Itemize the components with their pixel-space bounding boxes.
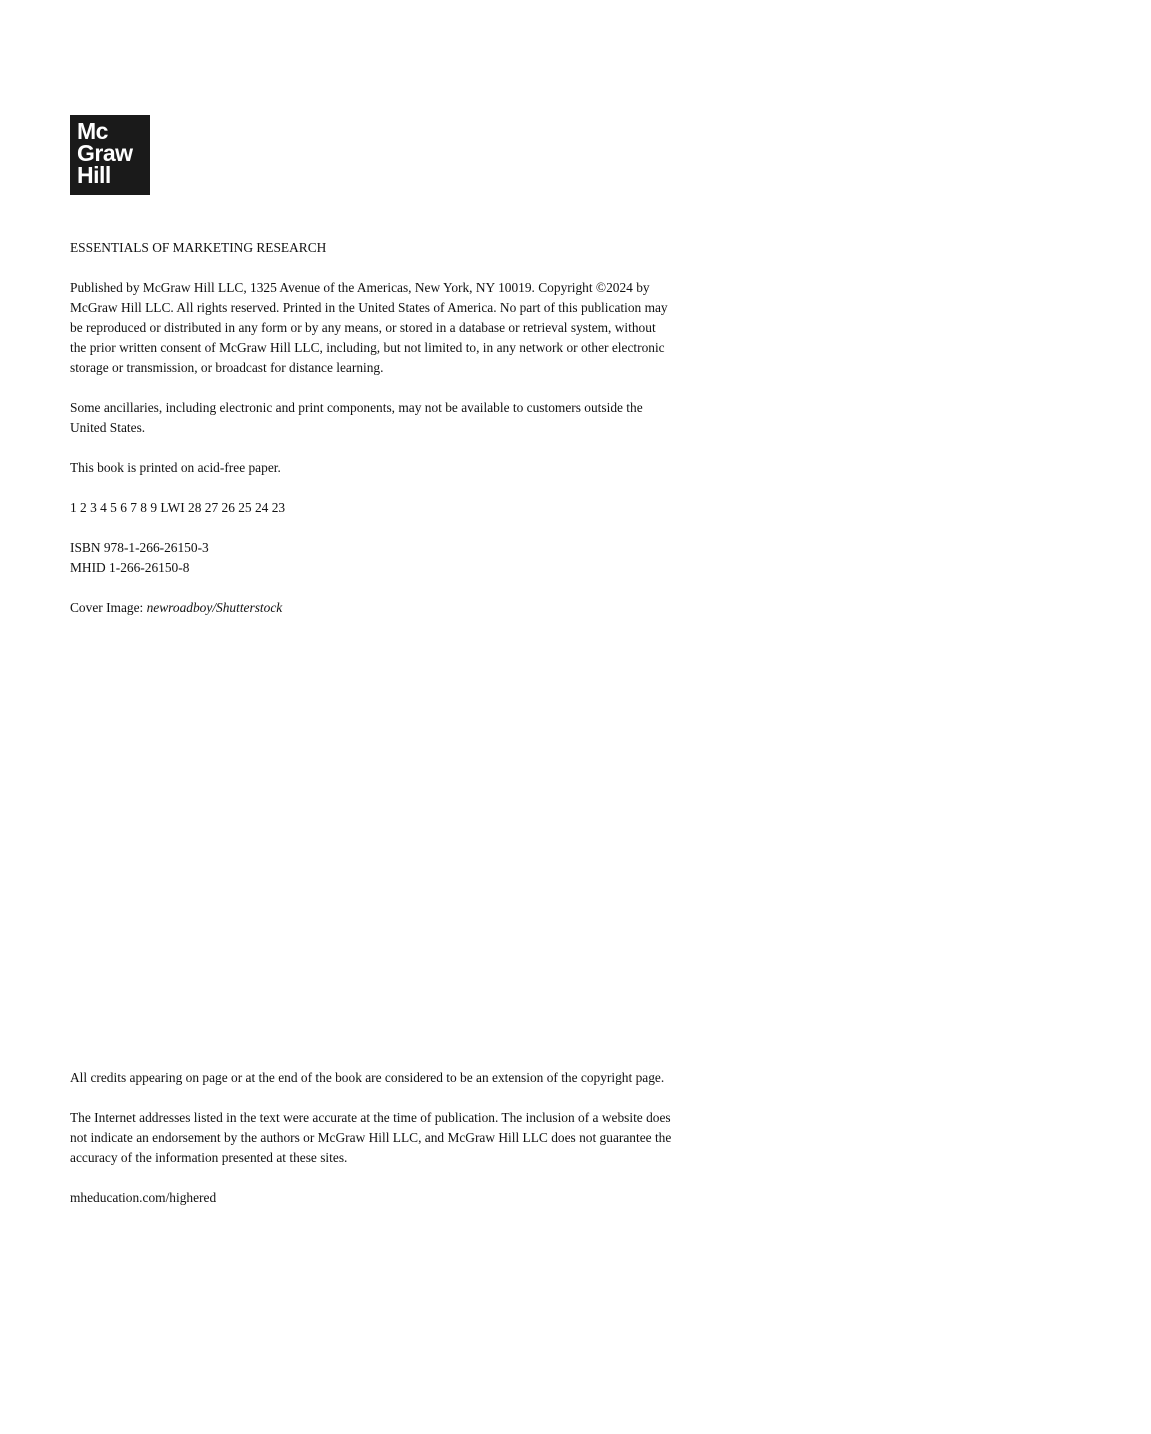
website-line	[70, 1188, 800, 1208]
ancillaries-line: United States.	[70, 420, 146, 435]
printing-line: 1 2 3 4 5 6 7 8 9 LWI 28 27 26 25 24 23	[70, 500, 286, 515]
ancillaries-line: Some ancillaries, including electronic and print components, may not be available to customers outside the	[70, 400, 643, 415]
logo-text-hill: Hill	[77, 162, 111, 188]
internet-line: The Internet addresses listed in the text were accurate at the time of publication. The inclusion of a website does	[70, 1110, 671, 1125]
publisher-line: the prior written consent of McGraw Hill LLC, including, but not limited to, in any network or other electronic	[70, 340, 665, 355]
cover-image-credit	[70, 598, 800, 618]
publisher-line: McGraw Hill LLC. All rights reserved. Printed in the United States of America. No part of this publication may	[70, 300, 668, 315]
website-link: mheducation.com/highered	[70, 1190, 217, 1205]
mcgraw-hill-logo	[70, 115, 150, 195]
internet-line: not indicate an endorsement by the authors or McGraw Hill LLC, and McGraw Hill LLC does not guarantee the	[70, 1130, 672, 1145]
paper-note: This book is printed on acid-free paper.	[70, 460, 281, 475]
ancillaries-paragraph	[70, 398, 800, 438]
internet-line: accuracy of the information presented at these sites.	[70, 1150, 348, 1165]
credits-note: All credits appearing on page or at the end of the book are considered to be an extension of the copyright page.	[70, 1070, 665, 1085]
mhid: MHID 1-266-26150-8	[70, 560, 190, 575]
logo-text-mc: Mc	[77, 118, 108, 144]
publisher-line: Published by McGraw Hill LLC, 1325 Avenue of the Americas, New York, NY 10019. Copyright ©2024 by	[70, 280, 650, 295]
cover-image-source: newroadboy/Shutterstock	[146, 600, 283, 615]
isbn: ISBN 978-1-266-26150-3	[70, 540, 209, 555]
publisher-line: be reproduced or distributed in any form or by any means, or stored in a database or retrieval system, without	[70, 320, 656, 335]
internet-paragraph	[70, 1108, 800, 1168]
logo-text-graw: Graw	[77, 140, 133, 166]
cover-image-label: Cover Image:	[70, 600, 147, 615]
publisher-line: storage or transmission, or broadcast for distance learning.	[70, 360, 384, 375]
book-title: ESSENTIALS OF MARKETING RESEARCH	[70, 240, 327, 255]
publisher-paragraph	[70, 278, 800, 378]
identifiers	[70, 538, 800, 578]
